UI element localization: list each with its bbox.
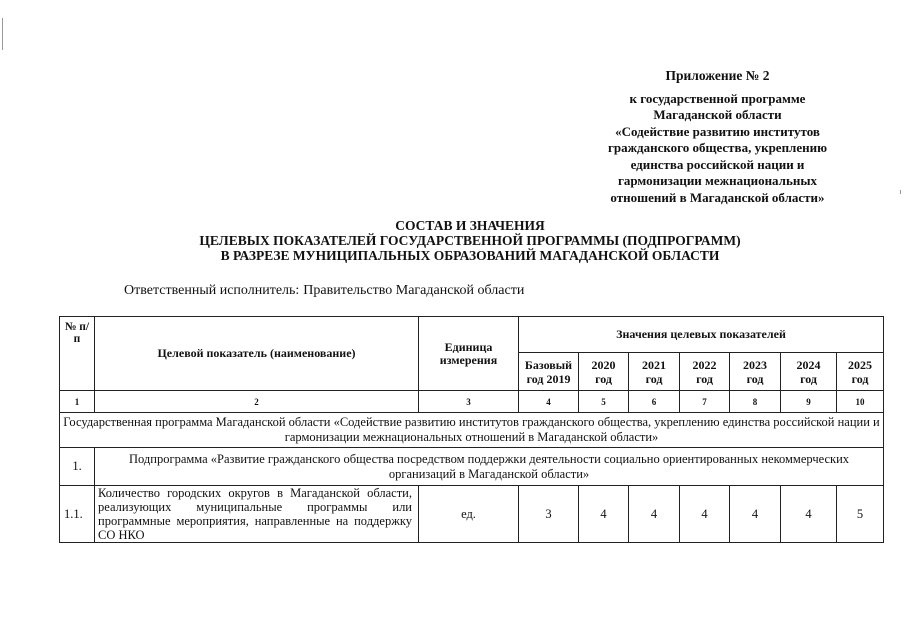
subprogram-number: 1.: [60, 448, 95, 486]
header-year: 2024 год: [781, 353, 837, 391]
column-number: 1: [60, 391, 95, 413]
column-number: 2: [95, 391, 419, 413]
column-number: 4: [519, 391, 579, 413]
column-number: 6: [629, 391, 680, 413]
header-year: 2022 год: [680, 353, 730, 391]
appendix-line: гармонизации межнациональных: [618, 173, 817, 188]
appendix-line: гражданского общества, укреплению: [607, 140, 828, 155]
title-line: СОСТАВ И ЗНАЧЕНИЯ: [395, 218, 545, 233]
column-number: 8: [730, 391, 781, 413]
appendix-line: к государственной программе: [629, 90, 806, 106]
value-2025: 5: [837, 486, 884, 543]
header-year: 2020 год: [579, 353, 629, 391]
column-number: 3: [419, 391, 519, 413]
column-number: 7: [680, 391, 730, 413]
header-year: 2021 год: [629, 353, 680, 391]
value-2020: 4: [579, 486, 629, 543]
column-number: 5: [579, 391, 629, 413]
header-year: 2025 год: [837, 353, 884, 391]
column-numbers-row: [60, 391, 884, 413]
appendix-title: Приложение № 2: [665, 68, 770, 83]
header-no: № п/п: [60, 317, 95, 391]
row-number: 1.1.: [60, 486, 95, 543]
program-row: [60, 413, 884, 448]
responsible-executor: [124, 283, 524, 299]
scan-edge-mark: [2, 18, 3, 50]
appendix-block: [575, 68, 860, 206]
column-number: 10: [837, 391, 884, 413]
header-values-group: Значения целевых показателей: [519, 317, 884, 353]
value-2022: 4: [680, 486, 730, 543]
title-line: В РАЗРЕЗЕ МУНИЦИПАЛЬНЫХ ОБРАЗОВАНИЙ МАГАДАНСКОЙ ОБЛАСТИ: [220, 248, 720, 263]
appendix-line: «Содействие развитию институтов: [615, 123, 820, 139]
indicator-unit: ед.: [419, 486, 519, 543]
responsible-label: Ответственный исполнитель:: [124, 283, 300, 298]
header-year: Базовый год 2019: [519, 353, 579, 391]
appendix-line: единства российской нации и: [630, 156, 805, 172]
responsible-value: Правительство Магаданской области: [303, 283, 525, 298]
value-2021: 4: [629, 486, 680, 543]
value-2023: 4: [730, 486, 781, 543]
document-title: [150, 218, 790, 263]
column-number: 9: [781, 391, 837, 413]
subprogram-row: [60, 448, 884, 486]
scan-edge-mark: [900, 190, 901, 194]
program-title: Государственная программа Магаданской области «Содействие развитию институтов гражданского общества, укреплению единства российской нации и гармонизации межнациональных отношений в Магаданской области»: [60, 413, 884, 448]
title-line: ЦЕЛЕВЫХ ПОКАЗАТЕЛЕЙ ГОСУДАРСТВЕННОЙ ПРОГРАММЫ (ПОДПРОГРАММ): [199, 233, 741, 248]
value-2024: 4: [781, 486, 837, 543]
header-row: [60, 317, 884, 353]
value-2019: 3: [519, 486, 579, 543]
indicators-table: [59, 316, 884, 543]
header-year: 2023 год: [730, 353, 781, 391]
indicator-name: Количество городских округов в Магаданской области, реализующих муниципальные программы или программные мероприятия, направленные на поддержку СО НКО: [95, 486, 419, 543]
subprogram-title: Подпрограмма «Развитие гражданского общества посредством поддержки деятельности социально ориентированных некоммерческих организаций в Магаданской области»: [95, 448, 884, 486]
table-row: [60, 486, 884, 543]
header-name: Целевой показатель (наименование): [95, 317, 419, 391]
appendix-line: Магаданской области: [653, 107, 782, 122]
appendix-line: отношений в Магаданской области»: [610, 189, 825, 205]
header-unit: Единица измерения: [419, 317, 519, 391]
